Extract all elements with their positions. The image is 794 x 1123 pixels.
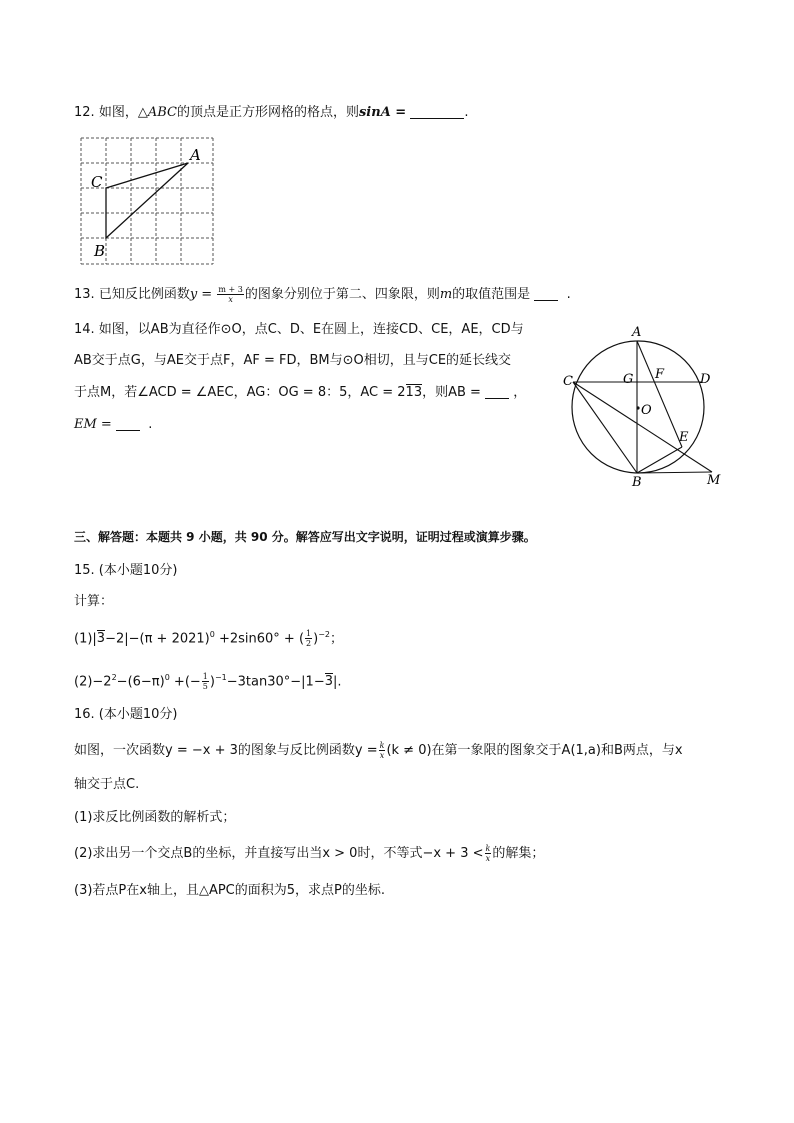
q13-m: m — [439, 287, 453, 302]
q16-p2-b: 的解集； — [492, 846, 545, 861]
q15-p2-fd: 5 — [202, 682, 208, 692]
q15-p1-b: −2|−(π + 2021) — [105, 631, 210, 647]
q12-sin: sinA = — [358, 105, 407, 120]
q13-mid: 的图象分别位于第二、四象限，则 — [244, 287, 440, 302]
q15-p1-exp: −2 — [318, 630, 330, 639]
q12-triangle: △ABC — [137, 105, 177, 120]
q15-p2-root: 3 — [324, 674, 333, 690]
q15-p2-f: |. — [333, 674, 342, 690]
q16-line1 — [74, 741, 683, 761]
q14-line3-b: ，则AB = — [422, 385, 481, 400]
q16-l1-frac — [379, 741, 386, 760]
q15-p1-frac — [305, 629, 312, 648]
label-b: B — [94, 242, 106, 260]
q14-em-blank[interactable] — [116, 416, 140, 431]
q16-p2-a: (2)求出另一个交点B的坐标，并直接写出当x > 0时，不等式−x + 3 < — [74, 846, 484, 861]
q15-p1-exp0: 0 — [209, 630, 215, 639]
q15-p2-b: −(6−π) — [116, 674, 165, 690]
q14-ab-blank[interactable] — [485, 384, 509, 399]
q15-p1-e: ； — [330, 631, 344, 647]
q15-p2-exp0: 0 — [164, 673, 170, 682]
q12-end: . — [464, 105, 469, 120]
q16-l1-fn: k — [379, 741, 385, 750]
q13-fraction — [217, 285, 243, 304]
q13-pre: 已知反比例函数 — [98, 287, 190, 302]
q12-grid-figure — [76, 135, 218, 265]
label-b: B — [632, 475, 642, 490]
q16-l1-b: (k ≠ 0)在第一象限的图象交于A(1,a)和B两点，与x — [386, 743, 683, 758]
q13-number: 13. — [74, 287, 99, 302]
q16-line2: 轴交于点C. — [74, 777, 140, 792]
q15-p1-root: 3 — [96, 631, 106, 647]
q16-title: 16. (本小题10分) — [74, 707, 178, 722]
q14-em: EM = — [74, 417, 112, 432]
q15-part1 — [74, 625, 343, 649]
q14-line4-dot: . — [148, 417, 153, 432]
q16-p2-fn: k — [485, 844, 491, 853]
q14-circle-figure — [560, 322, 730, 492]
label-d: D — [700, 372, 711, 387]
q16-l1-fd: x — [379, 751, 385, 760]
q12-number: 12. — [74, 105, 99, 120]
q16-part3: (3)若点P在x轴上，且△APC的面积为5，求点P的坐标. — [74, 883, 385, 898]
label-a: A — [632, 325, 642, 340]
q13-dot: . — [566, 287, 571, 302]
q15-p1-fn: 1 — [306, 629, 312, 639]
q13-line — [74, 285, 571, 305]
q14-line1: 14. 如图，以AB为直径作⊙O，点C、D、E在圆上，连接CD、CE，AE，CD与 — [74, 322, 524, 337]
q14-root: 13 — [405, 385, 423, 400]
label-e: E — [679, 430, 689, 445]
label-c: C — [91, 173, 103, 191]
q15-p2-exp2: 2 — [111, 673, 117, 682]
q16-part1: (1)求反比例函数的解析式； — [74, 810, 236, 825]
q15-p2-fn: 1 — [202, 672, 208, 682]
q14-line4 — [74, 415, 152, 435]
q14-line3 — [74, 383, 526, 403]
q16-part2 — [74, 844, 544, 864]
q16-p2-frac — [485, 844, 492, 863]
q15-p2-a: (2)−2 — [74, 674, 112, 690]
center-point — [636, 406, 639, 409]
q15-title: 15. (本小题10分) — [74, 563, 178, 578]
q13-frac-den: x — [228, 295, 233, 304]
q13-y: y = — [189, 287, 213, 302]
triangle-abc — [106, 163, 188, 238]
q15-p1-fd: 2 — [306, 639, 312, 649]
q15-p2-d: ) — [209, 674, 215, 690]
q16-l1-a: 如图，一次函数y = −x + 3的图象与反比例函数y = — [74, 743, 378, 758]
q15-p2-c: +(− — [169, 674, 201, 690]
q15-part2 — [74, 668, 342, 692]
q13-frac-num: m + 3 — [218, 285, 243, 294]
q12-line — [74, 103, 468, 123]
q13-end: 的取值范围是 — [452, 287, 531, 302]
label-m: M — [707, 473, 721, 488]
q12-answer-blank[interactable] — [410, 104, 464, 119]
q14-line3-c: ， — [513, 385, 527, 400]
label-o: O — [641, 403, 652, 418]
q15-p1-d: ) — [313, 631, 319, 647]
q12-pre: 如图， — [98, 105, 138, 120]
label-f: F — [655, 367, 665, 382]
q15-calc: 计算： — [74, 594, 114, 609]
q15-p2-frac — [202, 672, 209, 691]
q15-p1-c: +2sin60° + ( — [214, 631, 305, 647]
q12-mid: 的顶点是正方形网格的格点，则 — [176, 105, 359, 120]
label-g: G — [623, 372, 634, 387]
q15-p2-exp: −1 — [214, 673, 227, 682]
q15-p2-e: −3tan30°−|1− — [226, 674, 325, 690]
label-a: A — [190, 146, 201, 164]
q14-line3-a: 于点M，若∠ACD = ∠AEC，AG：OG = 8：5，AC = 2 — [74, 385, 406, 400]
section-heading: 三、解答题：本题共 9 小题，共 90 分。解答应写出文字说明，证明过程或演算步骤。 — [74, 530, 536, 544]
q16-p2-fd: x — [485, 854, 491, 863]
q13-answer-blank[interactable] — [534, 286, 558, 301]
q15-p1-a: (1)| — [74, 631, 97, 647]
q14-line2: AB交于点G，与AE交于点F，AF = FD，BM与⊙O相切，且与CE的延长线交 — [74, 353, 512, 368]
label-c: C — [563, 374, 573, 389]
